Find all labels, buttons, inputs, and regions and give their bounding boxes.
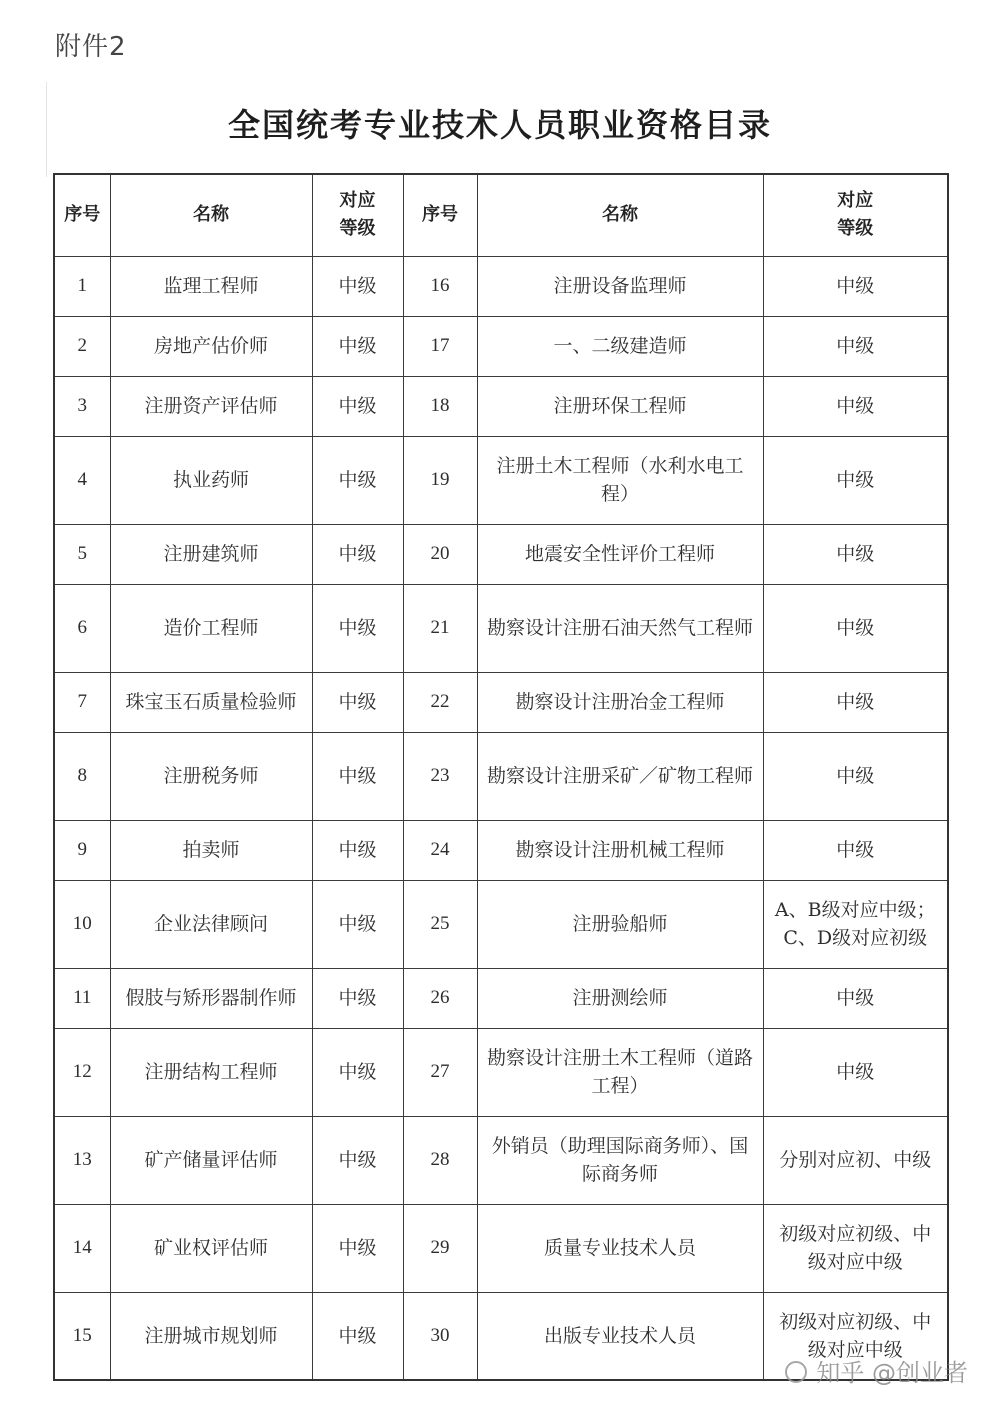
- header-level-line2: 等级: [837, 218, 874, 240]
- name-cell: 质量专业技术人员: [477, 1204, 763, 1292]
- wechat-icon: [785, 1361, 807, 1383]
- level-cell: 中级: [312, 436, 403, 524]
- header-level-line1: 对应: [837, 190, 874, 212]
- table-row: [54, 524, 948, 584]
- level-cell: 中级: [312, 1204, 403, 1292]
- name-cell: 注册设备监理师: [477, 256, 763, 316]
- seq-cell: 25: [403, 880, 477, 968]
- level-cell: 初级对应初级、中级对应中级: [763, 1204, 948, 1292]
- seq-cell: 4: [54, 436, 110, 524]
- header-name-right: 名称: [477, 174, 763, 256]
- seq-cell: 11: [54, 968, 110, 1028]
- seq-cell: 22: [403, 672, 477, 732]
- name-cell: 注册税务师: [110, 732, 312, 820]
- attachment-label: 附件2: [55, 32, 127, 62]
- level-cell: 中级: [312, 968, 403, 1028]
- level-cell: 中级: [312, 880, 403, 968]
- seq-cell: 10: [54, 880, 110, 968]
- name-cell: 注册建筑师: [110, 524, 312, 584]
- level-cell: 中级: [763, 1028, 948, 1116]
- level-cell: 中级: [763, 820, 948, 880]
- name-cell: 执业药师: [110, 436, 312, 524]
- level-cell: 中级: [312, 1292, 403, 1380]
- level-cell: 中级: [763, 672, 948, 732]
- level-cell: 中级: [763, 436, 948, 524]
- table-row: [54, 1028, 948, 1116]
- seq-cell: 14: [54, 1204, 110, 1292]
- name-cell: 企业法律顾问: [110, 880, 312, 968]
- seq-cell: 23: [403, 732, 477, 820]
- seq-cell: 12: [54, 1028, 110, 1116]
- seq-cell: 29: [403, 1204, 477, 1292]
- name-cell: 房地产估价师: [110, 316, 312, 376]
- name-cell: 勘察设计注册土木工程师（道路工程）: [477, 1028, 763, 1116]
- seq-cell: 15: [54, 1292, 110, 1380]
- name-cell: 注册城市规划师: [110, 1292, 312, 1380]
- qualification-table: [53, 173, 949, 1381]
- seq-cell: 24: [403, 820, 477, 880]
- name-cell: 勘察设计注册冶金工程师: [477, 672, 763, 732]
- name-cell: 珠宝玉石质量检验师: [110, 672, 312, 732]
- name-cell: 注册土木工程师（水利水电工程）: [477, 436, 763, 524]
- seq-cell: 16: [403, 256, 477, 316]
- name-cell: 矿产储量评估师: [110, 1116, 312, 1204]
- header-seq-right: 序号: [403, 174, 477, 256]
- seq-cell: 26: [403, 968, 477, 1028]
- name-cell: 拍卖师: [110, 820, 312, 880]
- level-cell: 中级: [763, 316, 948, 376]
- name-cell: 注册验船师: [477, 880, 763, 968]
- level-cell: 中级: [312, 584, 403, 672]
- level-cell: 中级: [312, 256, 403, 316]
- name-cell: 地震安全性评价工程师: [477, 524, 763, 584]
- table-row: [54, 820, 948, 880]
- level-cell: 中级: [763, 376, 948, 436]
- seq-cell: 13: [54, 1116, 110, 1204]
- seq-cell: 5: [54, 524, 110, 584]
- seq-cell: 1: [54, 256, 110, 316]
- header-level-left: [312, 174, 403, 256]
- table-row: [54, 880, 948, 968]
- name-cell: 矿业权评估师: [110, 1204, 312, 1292]
- level-cell: 中级: [312, 316, 403, 376]
- watermark: [785, 1353, 968, 1388]
- seq-cell: 8: [54, 732, 110, 820]
- level-cell: 中级: [763, 732, 948, 820]
- level-cell: 中级: [763, 524, 948, 584]
- name-cell: 勘察设计注册石油天然气工程师: [477, 584, 763, 672]
- name-cell: 一、二级建造师: [477, 316, 763, 376]
- level-cell: 分别对应初、中级: [763, 1116, 948, 1204]
- name-cell: 出版专业技术人员: [477, 1292, 763, 1380]
- name-cell: 造价工程师: [110, 584, 312, 672]
- level-cell: 中级: [763, 968, 948, 1028]
- table-row: [54, 376, 948, 436]
- level-cell: 中级: [312, 672, 403, 732]
- name-cell: 勘察设计注册采矿／矿物工程师: [477, 732, 763, 820]
- level-cell: A、B级对应中级；C、D级对应初级: [763, 880, 948, 968]
- seq-cell: 2: [54, 316, 110, 376]
- name-cell: 外销员（助理国际商务师）、国际商务师: [477, 1116, 763, 1204]
- name-cell: 注册测绘师: [477, 968, 763, 1028]
- seq-cell: 30: [403, 1292, 477, 1380]
- seq-cell: 21: [403, 584, 477, 672]
- level-cell: 中级: [312, 1028, 403, 1116]
- level-cell: 中级: [312, 1116, 403, 1204]
- level-cell: 中级: [312, 524, 403, 584]
- level-cell: 中级: [763, 584, 948, 672]
- page-title: 全国统考专业技术人员职业资格目录: [227, 106, 772, 144]
- header-level-right: [763, 174, 948, 256]
- seq-cell: 27: [403, 1028, 477, 1116]
- level-cell: 中级: [312, 820, 403, 880]
- header-name-left: 名称: [110, 174, 312, 256]
- seq-cell: 7: [54, 672, 110, 732]
- table-row: [54, 968, 948, 1028]
- level-cell: 初级对应初级、中级对应中级: [763, 1292, 948, 1380]
- level-cell: 中级: [763, 256, 948, 316]
- table-row: [54, 436, 948, 524]
- header-level-line2: 等级: [339, 218, 376, 240]
- name-cell: 注册环保工程师: [477, 376, 763, 436]
- seq-cell: 20: [403, 524, 477, 584]
- name-cell: 注册结构工程师: [110, 1028, 312, 1116]
- table-row: [54, 1204, 948, 1292]
- seq-cell: 9: [54, 820, 110, 880]
- table-row: [54, 584, 948, 672]
- header-seq-left: 序号: [54, 174, 110, 256]
- name-cell: 假肢与矫形器制作师: [110, 968, 312, 1028]
- table-row: [54, 732, 948, 820]
- level-cell: 中级: [312, 732, 403, 820]
- name-cell: 监理工程师: [110, 256, 312, 316]
- watermark-text: 知乎 @创业者: [816, 1359, 968, 1387]
- seq-cell: 18: [403, 376, 477, 436]
- seq-cell: 17: [403, 316, 477, 376]
- table-row: [54, 316, 948, 376]
- name-cell: 勘察设计注册机械工程师: [477, 820, 763, 880]
- table-row: [54, 672, 948, 732]
- table-row: [54, 1116, 948, 1204]
- table-row: [54, 256, 948, 316]
- table-header-row: [54, 174, 948, 256]
- level-cell: 中级: [312, 376, 403, 436]
- name-cell: 注册资产评估师: [110, 376, 312, 436]
- seq-cell: 3: [54, 376, 110, 436]
- seq-cell: 19: [403, 436, 477, 524]
- seq-cell: 28: [403, 1116, 477, 1204]
- header-level-line1: 对应: [339, 190, 376, 212]
- seq-cell: 6: [54, 584, 110, 672]
